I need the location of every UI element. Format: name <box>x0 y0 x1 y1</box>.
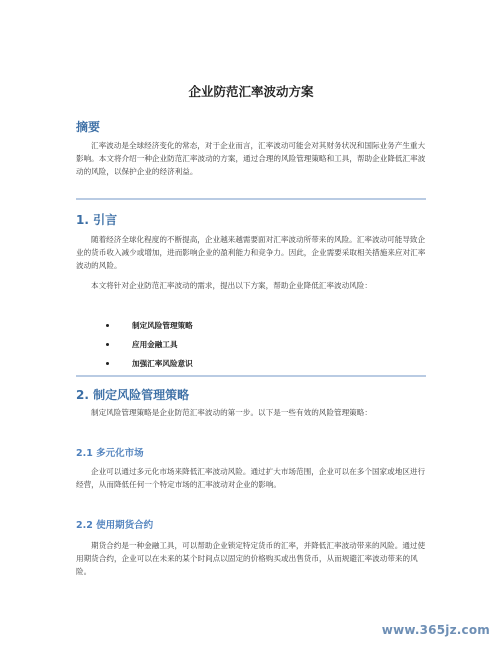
section2-heading: 2. 制定风险管理策略 <box>76 388 190 402</box>
site-watermark: www.365jz.com <box>381 623 490 637</box>
intro-heading: 1. 引言 <box>76 213 118 227</box>
intro-paragraph-2: 本文将针对企业防范汇率波动的需求，提出以下方案，帮助企业降低汇率波动风险： <box>91 281 372 290</box>
list-item: 应用金融工具 <box>106 339 193 358</box>
abstract-text: 汇率波动是全球经济变化的常态，对于企业而言，汇率波动可能会对其财务状况和国际业务产生重大影响。本文将介绍一种企业防范汇率波动的方案，通过合理的风险管理策略和工具，帮助企业降低汇率波动的风险，以保护企业的经济利益。 <box>76 141 426 176</box>
intro-paragraph-1: 随着经济全球化程度的不断提高，企业越来越需要面对汇率波动所带来的风险。汇率波动可能导致企业的货币收入减少或增加，进而影响企业的盈利能力和竞争力。因此，企业需要采取相关措施来应对汇率波动的风险。 <box>76 235 426 270</box>
list-item: 加强汇率风险意识 <box>106 358 193 377</box>
section-divider <box>76 198 426 200</box>
section2-paragraph: 制定风险管理策略是企业防范汇率波动的第一步。以下是一些有效的风险管理策略： <box>91 408 372 417</box>
document-title: 企业防范汇率波动方案 <box>188 84 314 99</box>
solution-list <box>106 320 193 377</box>
list-item: 制定风险管理策略 <box>106 320 193 339</box>
subsection-2-1-text: 企业可以通过多元化市场来降低汇率波动风险。通过扩大市场范围，企业可以在多个国家或地区进行经营，从而降低任何一个特定市场的汇率波动对企业的影响。 <box>76 467 426 489</box>
subsection-2-1-heading: 2.1 多元化市场 <box>76 448 144 459</box>
subsection-2-2-text: 期货合约是一种金融工具，可以帮助企业锁定特定货币的汇率，并降低汇率波动带来的风险。通过使用期货合约，企业可以在未来的某个时间点以固定的价格购买或出售货币，从而规避汇率波动带来的风险。 <box>76 541 426 576</box>
section-divider <box>76 375 426 377</box>
subsection-2-2-heading: 2.2 使用期货合约 <box>76 520 154 531</box>
abstract-heading: 摘要 <box>76 120 101 134</box>
